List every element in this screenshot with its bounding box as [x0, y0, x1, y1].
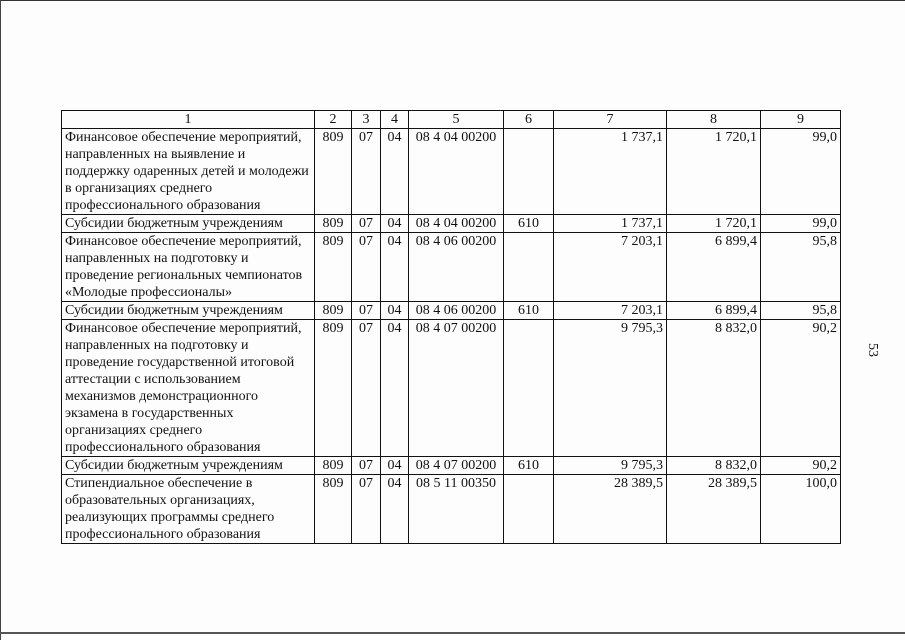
cell-actual: 6 899,4 — [667, 302, 761, 320]
cell-section: 07 — [352, 457, 381, 475]
cell-ministry-code: 809 — [315, 475, 352, 544]
cell-actual: 28 389,5 — [667, 475, 761, 544]
header-row — [62, 111, 841, 129]
cell-actual: 1 720,1 — [667, 215, 761, 233]
row-name: Стипендиальное обеспечение в образовательных организациях, реализующих программы среднего профессионального образования — [62, 475, 315, 544]
cell-expense-type: 610 — [504, 215, 554, 233]
cell-section: 07 — [352, 215, 381, 233]
cell-actual: 6 899,4 — [667, 233, 761, 302]
cell-plan: 9 795,3 — [554, 320, 667, 457]
row-name: Субсидии бюджетным учреждениям — [62, 302, 315, 320]
table-row — [62, 457, 841, 475]
column-header: 5 — [409, 111, 504, 129]
cell-plan: 9 795,3 — [554, 457, 667, 475]
cell-expense-type — [504, 320, 554, 457]
column-header: 9 — [761, 111, 841, 129]
cell-plan: 7 203,1 — [554, 233, 667, 302]
cell-target-code: 08 4 07 00200 — [409, 320, 504, 457]
cell-target-code: 08 4 04 00200 — [409, 215, 504, 233]
cell-ministry-code: 809 — [315, 302, 352, 320]
row-name: Субсидии бюджетным учреждениям — [62, 215, 315, 233]
cell-expense-type — [504, 233, 554, 302]
cell-target-code: 08 4 07 00200 — [409, 457, 504, 475]
column-header: 8 — [667, 111, 761, 129]
cell-section: 07 — [352, 302, 381, 320]
cell-subsection: 04 — [381, 457, 409, 475]
column-header: 2 — [315, 111, 352, 129]
scan-edge-left — [0, 0, 1, 640]
cell-percent: 99,0 — [761, 215, 841, 233]
cell-plan: 28 389,5 — [554, 475, 667, 544]
cell-percent: 95,8 — [761, 302, 841, 320]
column-header: 3 — [352, 111, 381, 129]
scan-edge-bottom — [0, 632, 905, 634]
column-header: 7 — [554, 111, 667, 129]
cell-actual: 8 832,0 — [667, 320, 761, 457]
cell-subsection: 04 — [381, 475, 409, 544]
cell-subsection: 04 — [381, 302, 409, 320]
cell-plan: 7 203,1 — [554, 302, 667, 320]
cell-actual: 1 720,1 — [667, 129, 761, 215]
row-name: Субсидии бюджетным учреждениям — [62, 457, 315, 475]
scan-edge-top — [0, 0, 905, 1]
cell-percent: 95,8 — [761, 233, 841, 302]
cell-ministry-code: 809 — [315, 215, 352, 233]
cell-target-code: 08 5 11 00350 — [409, 475, 504, 544]
cell-subsection: 04 — [381, 233, 409, 302]
cell-section: 07 — [352, 475, 381, 544]
cell-subsection: 04 — [381, 215, 409, 233]
cell-subsection: 04 — [381, 320, 409, 457]
column-header: 6 — [504, 111, 554, 129]
cell-target-code: 08 4 06 00200 — [409, 233, 504, 302]
cell-percent: 90,2 — [761, 457, 841, 475]
table-row — [62, 233, 841, 302]
cell-actual: 8 832,0 — [667, 457, 761, 475]
cell-expense-type: 610 — [504, 302, 554, 320]
budget-table — [61, 110, 841, 544]
table-row — [62, 302, 841, 320]
table-row — [62, 320, 841, 457]
cell-section: 07 — [352, 233, 381, 302]
cell-expense-type — [504, 475, 554, 544]
cell-expense-type: 610 — [504, 457, 554, 475]
page-number: 53 — [865, 343, 880, 357]
table-row — [62, 215, 841, 233]
cell-subsection: 04 — [381, 129, 409, 215]
cell-percent: 100,0 — [761, 475, 841, 544]
cell-section: 07 — [352, 320, 381, 457]
cell-section: 07 — [352, 129, 381, 215]
cell-percent: 99,0 — [761, 129, 841, 215]
row-name: Финансовое обеспечение мероприятий, направленных на выявление и поддержку одаренных детей и молодежи в организациях среднего профессионального образования — [62, 129, 315, 215]
cell-ministry-code: 809 — [315, 320, 352, 457]
cell-plan: 1 737,1 — [554, 129, 667, 215]
cell-expense-type — [504, 129, 554, 215]
cell-ministry-code: 809 — [315, 129, 352, 215]
table-row — [62, 129, 841, 215]
cell-percent: 90,2 — [761, 320, 841, 457]
table-row — [62, 475, 841, 544]
row-name: Финансовое обеспечение мероприятий, направленных на подготовку и проведение государственной итоговой аттестации с использованием механизмов демонстрационного экзамена в государственных организациях среднего профессионального образования — [62, 320, 315, 457]
cell-target-code: 08 4 04 00200 — [409, 129, 504, 215]
column-header: 4 — [381, 111, 409, 129]
row-name: Финансовое обеспечение мероприятий, направленных на подготовку и проведение региональных чемпионатов «Молодые профессионалы» — [62, 233, 315, 302]
cell-ministry-code: 809 — [315, 233, 352, 302]
cell-plan: 1 737,1 — [554, 215, 667, 233]
column-header: 1 — [62, 111, 315, 129]
cell-target-code: 08 4 06 00200 — [409, 302, 504, 320]
cell-ministry-code: 809 — [315, 457, 352, 475]
